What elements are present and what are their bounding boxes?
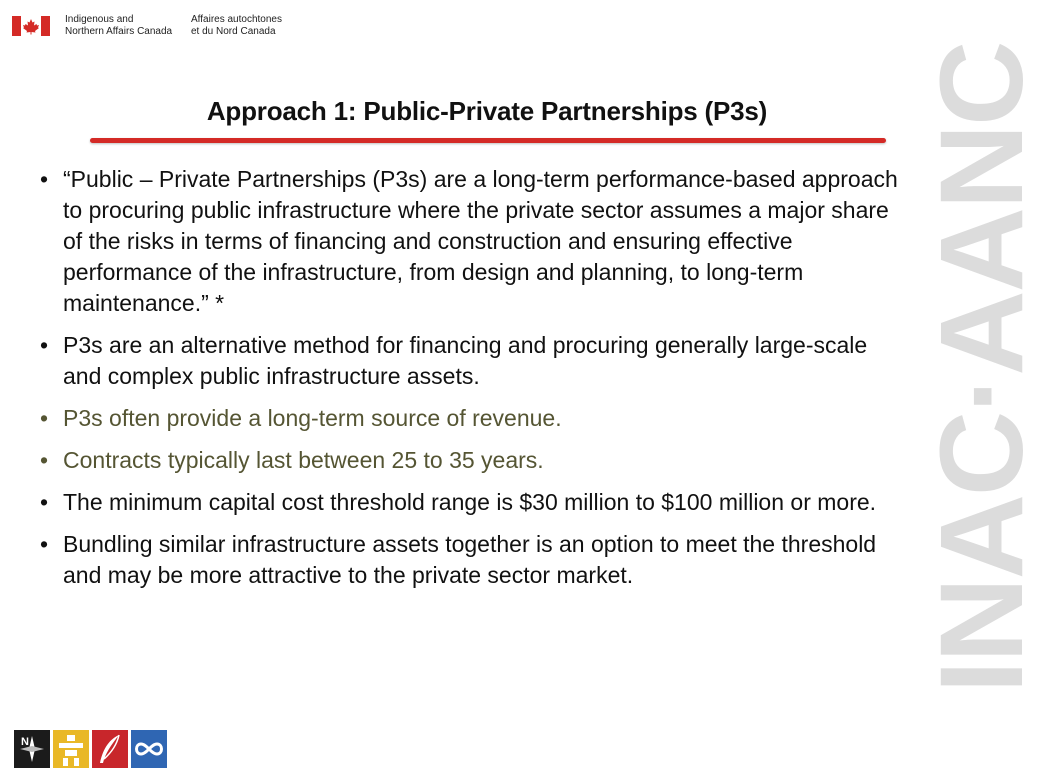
bullet-list [36, 164, 904, 602]
bullet-text: P3s are an alternative method for financing and procuring generally large-scale and complex public infrastructure assets. [63, 332, 868, 389]
bullet-item [36, 164, 904, 319]
bullet-text: “Public – Private Partnerships (P3s) are a long-term performance-based approach to procuring public infrastructure where the private sector assumes a major share of the risks in terms of financing and construction and ensuring effective performance of the infrastructure, from design and planning, to long-term maintenance.” * [63, 166, 898, 316]
bullet-marker: • [40, 405, 49, 431]
bullet-marker: • [40, 531, 49, 557]
bullet-marker: • [40, 332, 49, 358]
bullet-marker: • [40, 166, 49, 192]
bullet-marker: • [40, 447, 49, 473]
bullet-text: P3s often provide a long-term source of revenue. [63, 405, 562, 431]
title-underline [90, 138, 886, 143]
bullet-item [36, 445, 904, 476]
bullet-text: Contracts typically last between 25 to 35 years. [63, 447, 544, 473]
org-name-french-line2: et du Nord Canada [191, 26, 276, 37]
org-name-french [191, 14, 331, 38]
bullet-marker: • [40, 489, 49, 515]
bullet-item [36, 330, 904, 392]
bullet-item [36, 403, 904, 434]
canada-flag-icon [12, 16, 50, 36]
org-name-english-line1: Indigenous and [65, 14, 134, 25]
org-name-french-line1: Affaires autochtones [191, 14, 282, 25]
slide-title: Approach 1: Public-Private Partnerships (P3s) [206, 96, 768, 126]
compass-icon [14, 730, 50, 768]
watermark [916, 28, 1048, 708]
feather-icon [92, 730, 128, 768]
bullet-text: The minimum capital cost threshold range is $30 million to $100 million or more. [63, 489, 877, 515]
bullet-item [36, 529, 904, 591]
bullet-item [36, 487, 904, 518]
infinity-icon [131, 730, 167, 768]
watermark-text: INAC·AANC [916, 42, 1048, 694]
inukshuk-icon [53, 730, 89, 768]
org-name-english-line2: Northern Affairs Canada [65, 26, 173, 37]
bullet-text: Bundling similar infrastructure assets together is an option to meet the threshold and may be more attractive to the private sector market. [63, 531, 877, 588]
svg-text:N: N [21, 736, 29, 748]
org-name-english [65, 14, 205, 38]
